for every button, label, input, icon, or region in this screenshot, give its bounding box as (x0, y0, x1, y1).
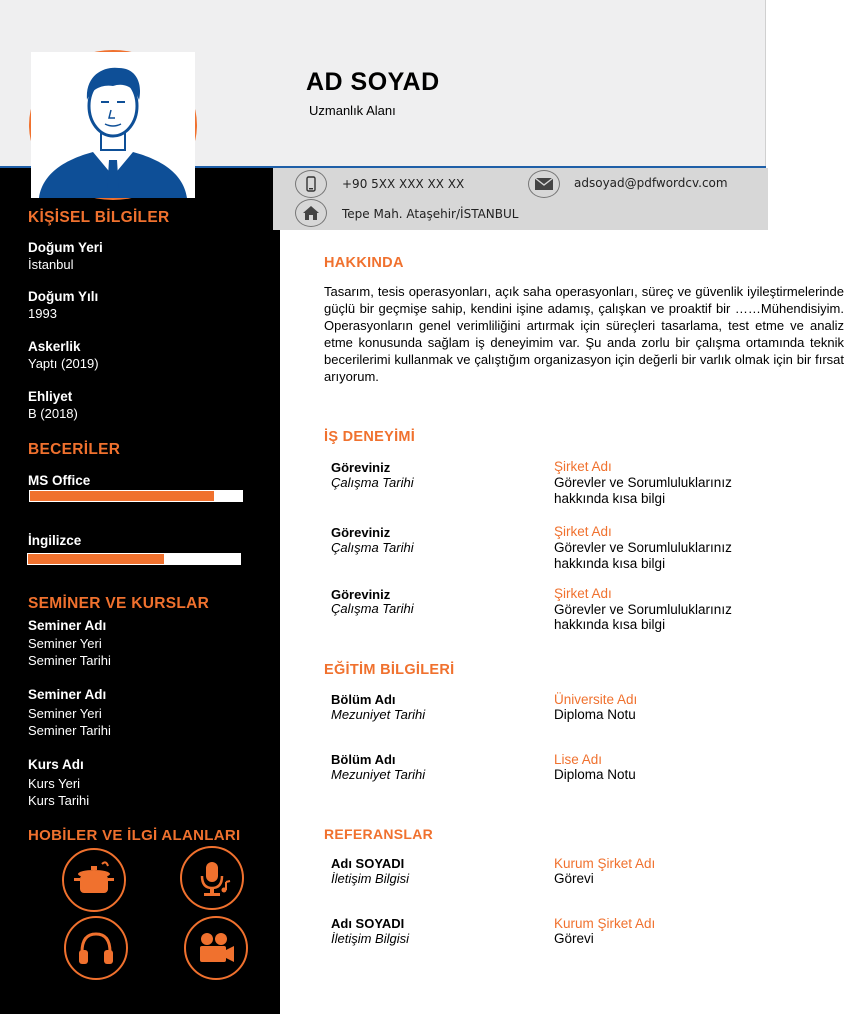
phone-number[interactable]: +90 5XX XXX XX XX (342, 177, 465, 191)
person-title: Uzmanlık Alanı (309, 103, 396, 118)
personal-label: Askerlik (28, 339, 81, 354)
email-address[interactable]: adsoyad@pdfwordcv.com (574, 176, 728, 190)
education-department: Bölüm Adı (331, 752, 396, 767)
education-school: Lise Adı (554, 752, 603, 767)
personal-label: Doğum Yeri (28, 240, 103, 255)
skill-bar-fill (30, 491, 214, 501)
personal-label: Ehliyet (28, 389, 73, 404)
cooking-pot-icon (62, 848, 126, 912)
personal-value: 1993 (28, 306, 57, 321)
course-date: Seminer Tarihi (28, 723, 111, 738)
avatar-man-icon (31, 52, 195, 198)
education-grade: Diploma Notu (554, 707, 636, 722)
home-icon (295, 199, 327, 227)
skills-heading: BECERİLER (28, 441, 121, 458)
experience-company: Şirket Adı (554, 459, 612, 474)
course-place: Kurs Yeri (28, 776, 81, 791)
course-name: Seminer Adı (28, 687, 107, 702)
reference-position: Görevi (554, 871, 594, 886)
reference-position: Görevi (554, 931, 594, 946)
references-heading: REFERANSLAR (324, 826, 434, 842)
address: Tepe Mah. Ataşehir/İSTANBUL (342, 207, 519, 221)
hobbies-heading: HOBİLER VE İLGİ ALANLARI (28, 827, 241, 844)
about-heading: HAKKINDA (324, 255, 404, 271)
skill-name: İngilizce (28, 533, 82, 548)
skill-bar (27, 553, 241, 565)
experience-heading: İŞ DENEYİMİ (324, 429, 416, 445)
course-place: Seminer Yeri (28, 706, 102, 721)
experience-company: Şirket Adı (554, 586, 612, 601)
profile-photo (29, 50, 197, 200)
experience-desc: Görevler ve Sorumluluklarınız (554, 540, 732, 555)
personal-info-heading: KİŞİSEL BİLGİLER (28, 209, 170, 226)
experience-role: Göreviniz (331, 460, 391, 475)
experience-desc: Görevler ve Sorumluluklarınız (554, 602, 732, 617)
about-text: Tasarım, tesis operasyonları, açık saha operasyonları, süreç ve güvenlik iyileştirmelerinde güçlü bir geçmişe sahip, kendini işine adamış, çalışkan ve proaktif bir ……Mühendisiyim. Operasyonların genel verimliliğini artırmak için süreçleri tasarlama, test etme ve analiz etme konusunda sağlam iş deneyimim var. Şu anda zorlu bir çalışma ortamında teknik becerilerimi kullanmak ve çalıştığım organizasyon için değerli bir varlık olmak için bir fırsat arıyorum. (324, 284, 844, 384)
headphones-icon (64, 916, 128, 980)
video-camera-icon (184, 916, 248, 980)
experience-role: Göreviniz (331, 587, 391, 602)
reference-contact: İletişim Bilgisi (331, 931, 410, 946)
skill-bar-fill (28, 554, 164, 564)
skill-name: MS Office (28, 473, 91, 488)
course-date: Seminer Tarihi (28, 653, 111, 668)
skill-bar (29, 490, 243, 502)
email-icon (528, 170, 560, 198)
person-name: AD SOYAD (306, 68, 440, 96)
education-grade: Diploma Notu (554, 767, 636, 782)
personal-value: B (2018) (28, 406, 78, 421)
course-name: Seminer Adı (28, 618, 107, 633)
reference-name: Adı SOYADI (331, 916, 405, 931)
experience-role: Göreviniz (331, 525, 391, 540)
reference-name: Adı SOYADI (331, 856, 405, 871)
reference-company: Kurum Şirket Adı (554, 916, 656, 931)
experience-date: Çalışma Tarihi (331, 475, 414, 490)
experience-date: Çalışma Tarihi (331, 601, 414, 616)
course-name: Kurs Adı (28, 757, 84, 772)
course-date: Kurs Tarihi (28, 793, 90, 808)
education-department: Bölüm Adı (331, 692, 396, 707)
personal-value: Yaptı (2019) (28, 356, 99, 371)
education-school: Üniversite Adı (554, 692, 638, 707)
course-place: Seminer Yeri (28, 636, 102, 651)
experience-desc: Görevler ve Sorumluluklarınız (554, 475, 732, 490)
microphone-icon (180, 846, 244, 910)
courses-heading: SEMİNER VE KURSLAR (28, 595, 210, 612)
experience-desc: hakkında kısa bilgi (554, 556, 666, 571)
experience-desc: hakkında kısa bilgi (554, 617, 666, 632)
education-date: Mezuniyet Tarihi (331, 767, 426, 782)
education-heading: EĞİTİM BİLGİLERİ (324, 662, 455, 678)
personal-label: Doğum Yılı (28, 289, 99, 304)
personal-value: İstanbul (28, 257, 74, 272)
reference-contact: İletişim Bilgisi (331, 871, 410, 886)
experience-desc: hakkında kısa bilgi (554, 491, 666, 506)
phone-icon (295, 170, 327, 198)
experience-company: Şirket Adı (554, 524, 612, 539)
reference-company: Kurum Şirket Adı (554, 856, 656, 871)
education-date: Mezuniyet Tarihi (331, 707, 426, 722)
experience-date: Çalışma Tarihi (331, 540, 414, 555)
